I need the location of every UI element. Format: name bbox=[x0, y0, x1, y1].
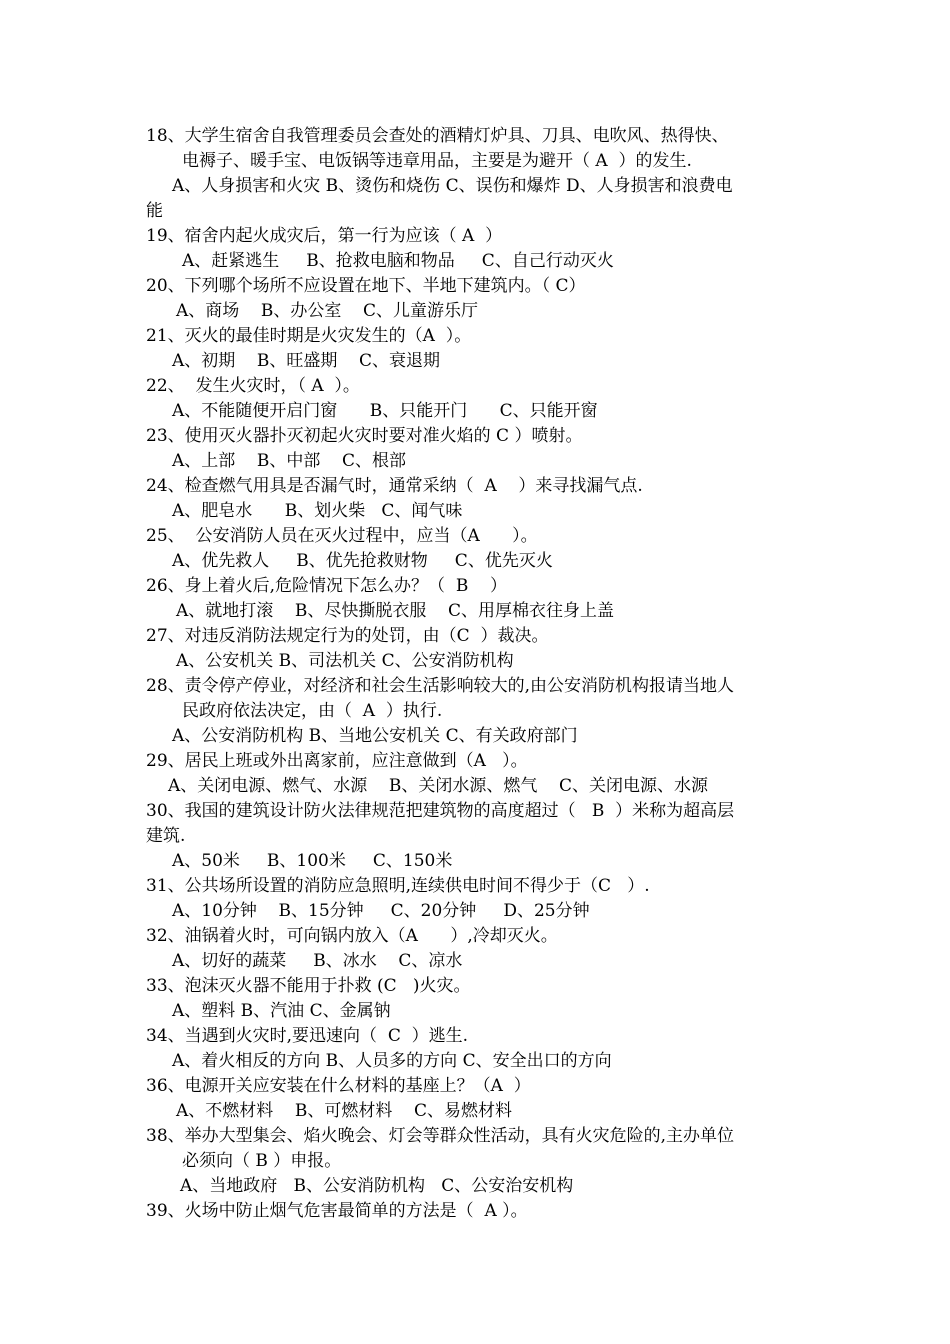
question-25-options: A、优先救人 B、优先抢救财物 C、优先灭火 bbox=[172, 551, 553, 571]
question-28-options: A、公安消防机构 B、当地公安机关 C、有关政府部门 bbox=[172, 726, 578, 746]
question-30-line-2: 建筑. bbox=[146, 826, 186, 846]
question-34-options: A、着火相反的方向 B、人员多的方向 C、安全出口的方向 bbox=[172, 1051, 612, 1071]
question-23: 23、使用灭火器扑灭初起火灾时要对准火焰的 C ）喷射。 bbox=[146, 426, 583, 446]
question-26: 26、身上着火后,危险情况下怎么办？（ B ） bbox=[146, 576, 507, 596]
question-26-options: A、就地打滚 B、尽快撕脱衣服 C、用厚棉衣往身上盖 bbox=[176, 601, 615, 621]
question-30-line-1: 30、我国的建筑设计防火法律规范把建筑物的高度超过（ B ）米称为超高层 bbox=[146, 801, 735, 821]
question-28-line-2: 民政府依法决定，由（ A ）执行. bbox=[182, 701, 443, 721]
question-34: 34、当遇到火灾时,要迅速向（ C ）逃生. bbox=[146, 1026, 469, 1046]
question-20: 20、下列哪个场所不应设置在地下、半地下建筑内。（ C） bbox=[146, 276, 586, 296]
question-18-options: A、人身损害和火灾 B、烫伤和烧伤 C、误伤和爆炸 D、人身损害和浪费电 bbox=[172, 176, 733, 196]
question-39: 39、火场中防止烟气危害最简单的方法是（ A ）。 bbox=[146, 1201, 528, 1221]
question-20-options: A、商场 B、办公室 C、儿童游乐厅 bbox=[176, 301, 479, 321]
question-38-line-2: 必须向（ B ）申报。 bbox=[182, 1151, 342, 1171]
question-27-options: A、公安机关 B、司法机关 C、公安消防机构 bbox=[176, 651, 514, 671]
question-29-options: A、关闭电源、燃气、水源 B、关闭水源、燃气 C、关闭电源、水源 bbox=[168, 776, 709, 796]
question-36: 36、电源开关应安装在什么材料的基座上？（A ） bbox=[146, 1076, 531, 1096]
question-25: 25、 公安消防人员在灭火过程中，应当（A ）。 bbox=[146, 526, 538, 546]
question-21: 21、灭火的最佳时期是火灾发生的（A ）。 bbox=[146, 326, 472, 346]
question-19: 19、宿舍内起火成灾后，第一行为应该（ A ） bbox=[146, 226, 503, 246]
question-24: 24、检查燃气用具是否漏气时，通常采纳（ A ）来寻找漏气点. bbox=[146, 476, 643, 496]
question-30-options: A、50米 B、100米 C、150米 bbox=[172, 851, 453, 871]
question-19-options: A、赶紧逃生 B、抢救电脑和物品 C、自己行动灭火 bbox=[182, 251, 614, 271]
question-18-options-wrap: 能 bbox=[146, 201, 163, 221]
question-38-line-1: 38、举办大型集会、焰火晚会、灯会等群众性活动，具有火灾危险的,主办单位 bbox=[146, 1126, 735, 1146]
question-31-options: A、10分钟 B、15分钟 C、20分钟 D、25分钟 bbox=[172, 901, 590, 921]
question-31: 31、公共场所设置的消防应急照明,连续供电时间不得少于（C ）. bbox=[146, 876, 650, 896]
question-23-options: A、上部 B、中部 C、根部 bbox=[172, 451, 407, 471]
question-38-options: A、当地政府 B、公安消防机构 C、公安治安机构 bbox=[180, 1176, 574, 1196]
question-28-line-1: 28、责令停产停业，对经济和社会生活影响较大的,由公安消防机构报请当地人 bbox=[146, 676, 735, 696]
question-36-options: A、不燃材料 B、可燃材料 C、易燃材料 bbox=[176, 1101, 513, 1121]
question-21-options: A、初期 B、旺盛期 C、衰退期 bbox=[172, 351, 441, 371]
question-18-line-1: 18、大学生宿舍自我管理委员会查处的酒精灯炉具、刀具、电吹风、热得快、 bbox=[146, 126, 729, 146]
question-18-line-2: 电褥子、暖手宝、电饭锅等违章用品，主要是为避开（ A ）的发生. bbox=[182, 151, 692, 171]
question-27: 27、对违反消防法规定行为的处罚，由（C ）裁决。 bbox=[146, 626, 549, 646]
question-33: 33、泡沫灭火器不能用于扑救 (C )火灾。 bbox=[146, 976, 471, 996]
question-32: 32、油锅着火时，可向锅内放入（A ）,冷却灭火。 bbox=[146, 926, 558, 946]
question-29: 29、居民上班或外出离家前，应注意做到（A ）。 bbox=[146, 751, 528, 771]
question-22: 22、 发生火灾时，（ A ）。 bbox=[146, 376, 360, 396]
question-22-options: A、不能随便开启门窗 B、只能开门 C、只能开窗 bbox=[172, 401, 598, 421]
question-32-options: A、切好的蔬菜 B、冰水 C、凉水 bbox=[172, 951, 463, 971]
question-24-options: A、肥皂水 B、划火柴 C、闻气味 bbox=[172, 501, 463, 521]
question-33-options: A、塑料 B、汽油 C、金属钠 bbox=[172, 1001, 391, 1021]
